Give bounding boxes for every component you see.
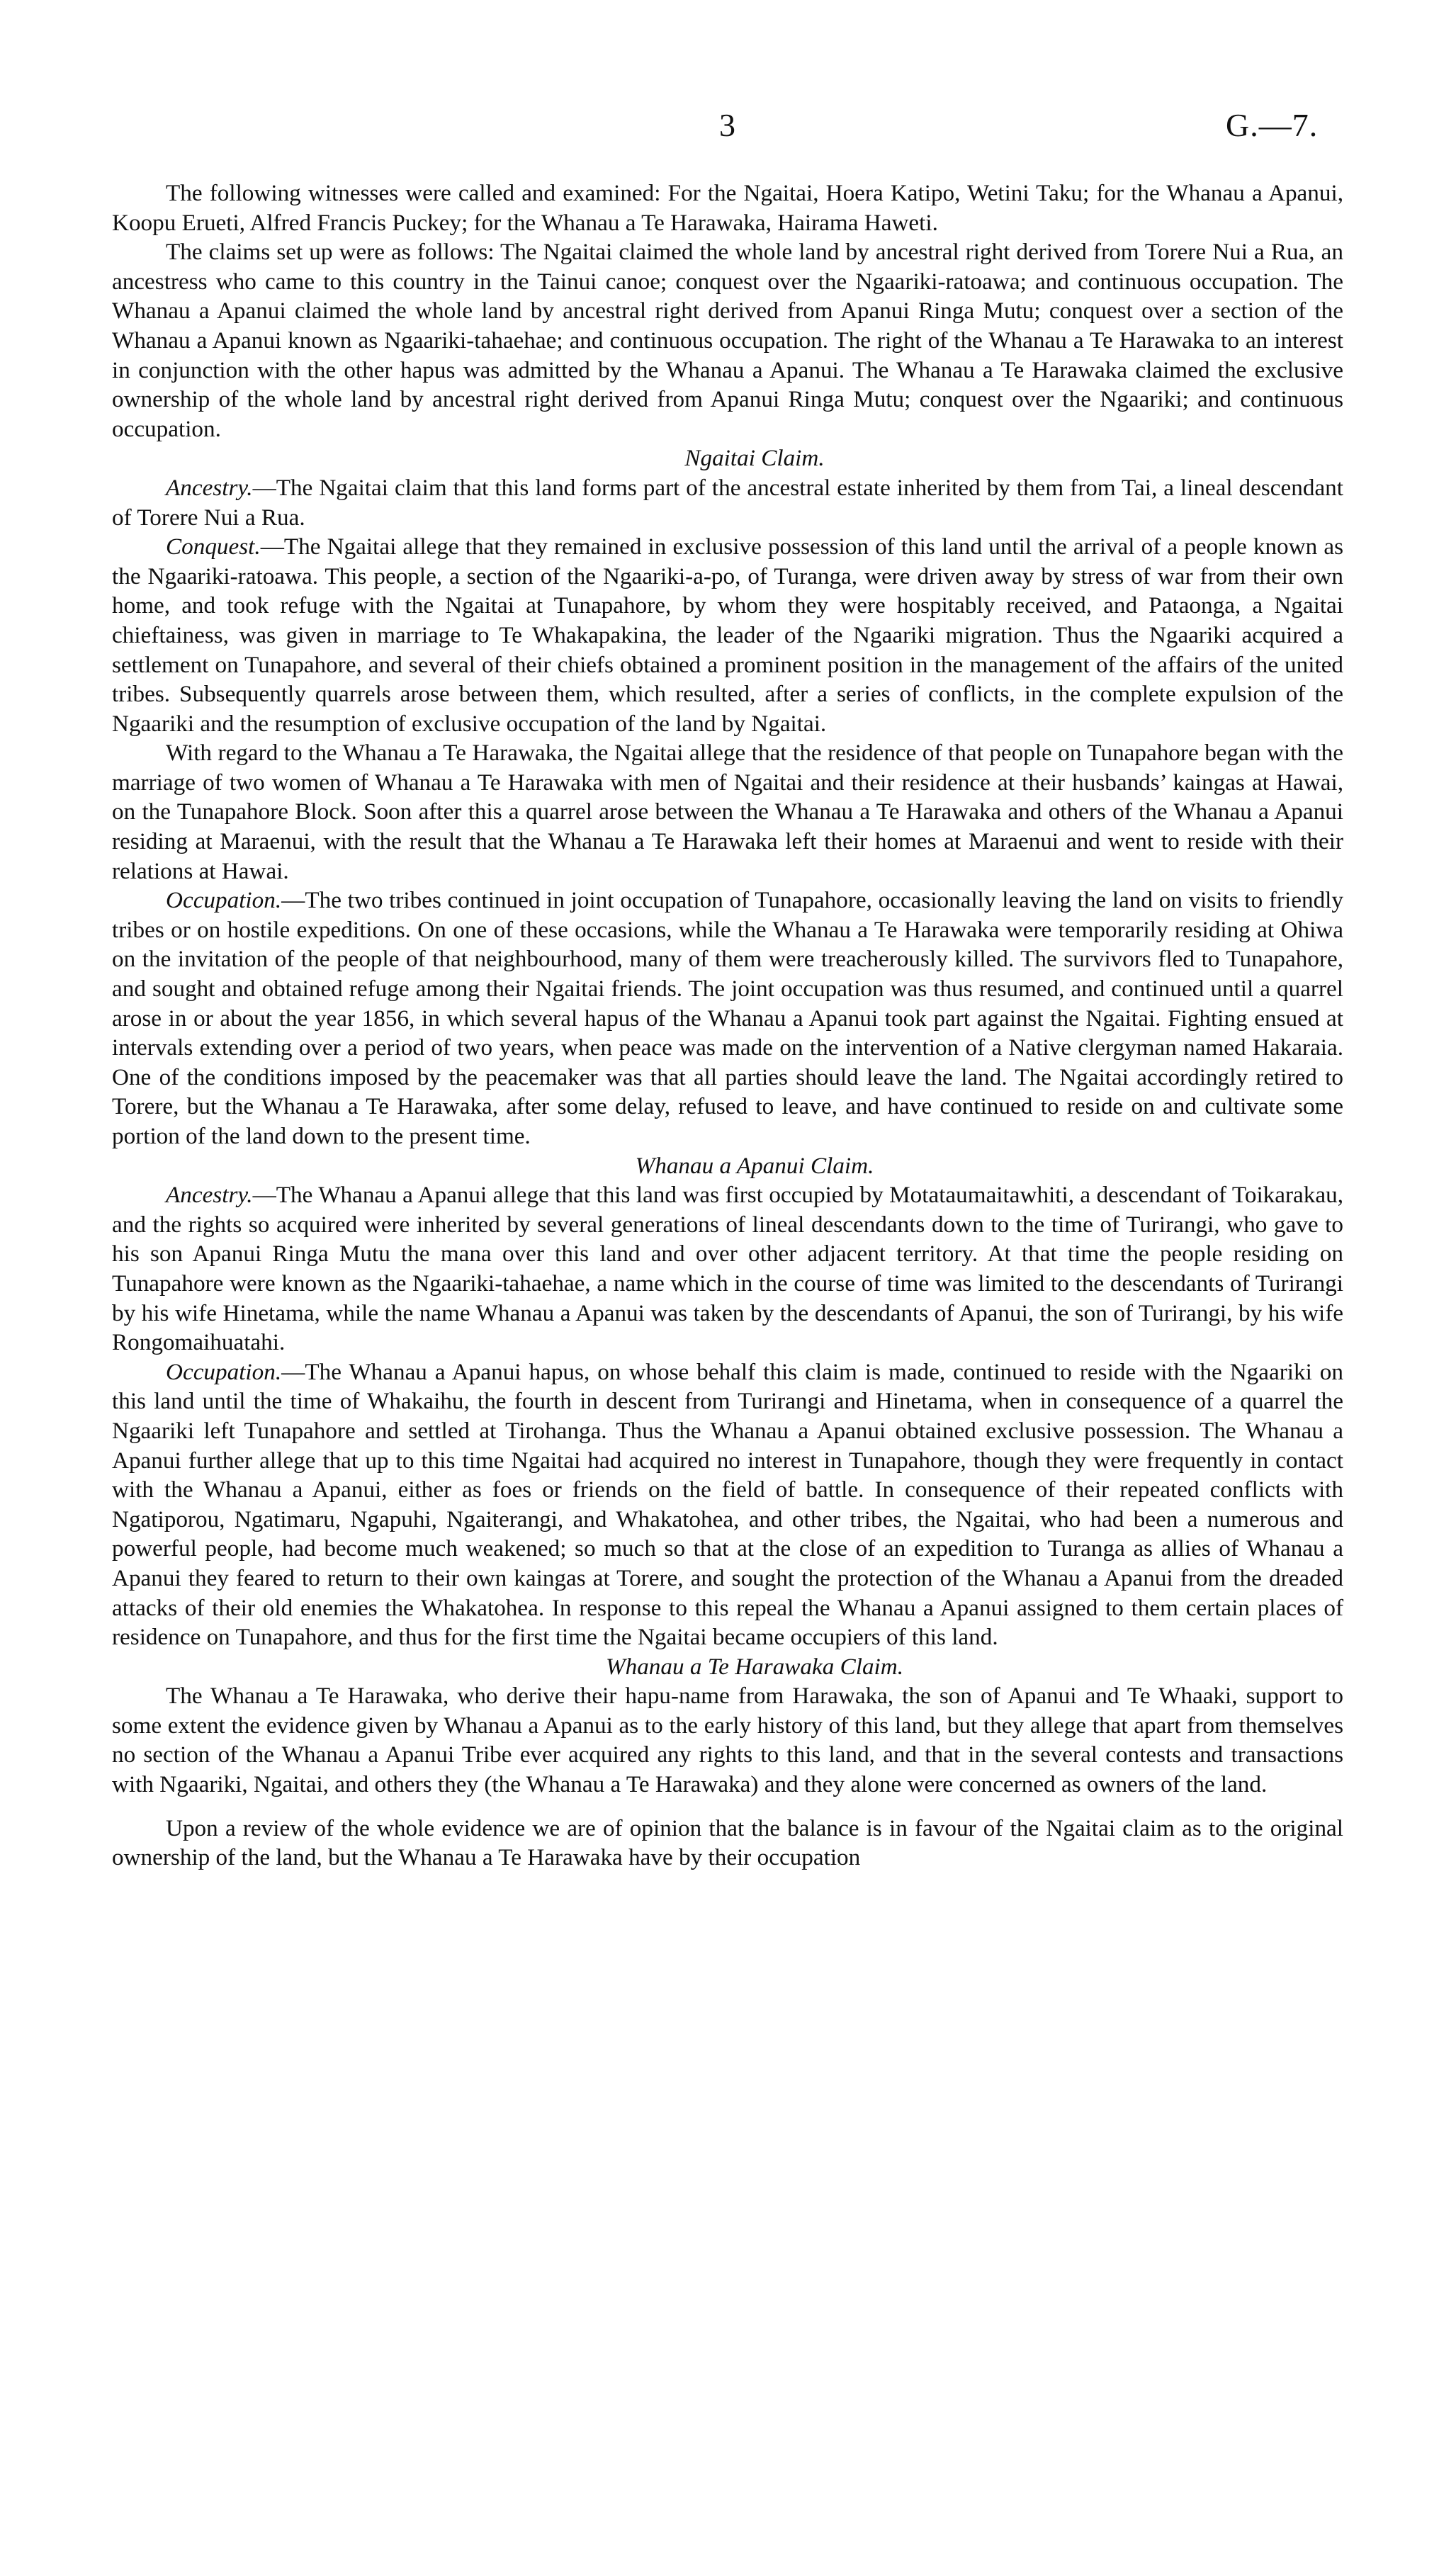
apanui-occupation-lead: Occupation.	[166, 1358, 282, 1385]
apanui-ancestry-paragraph	[112, 1180, 1343, 1357]
conclusion-paragraph: Upon a review of the whole evidence we are of opinion that the balance is in favour of the Ngaitai claim as to the original ownership of the land, but the Whanau a Te Harawaka have by their occupation	[112, 1814, 1343, 1871]
ngaitai-occupation-text: —The two tribes continued in joint occupation of Tunapahore, occasionally leaving the land on visits to friendly tribes or on hostile expeditions. On one of these occasions, while the Whanau a Te Harawaka were temporarily residing at Ohiwa on the invitation of the people of that neighbourhood, many of them were treacherously killed. The survivors fled to Tunapahore, and sought and obtained refuge among their Ngaitai friends. The joint occupation was thus resumed, and continued until a quarrel arose in or about the year 1856, in which several hapus of the Whanau a Apanui took part against the Ngaitai. Fighting ensued at intervals extending over a period of two years, when peace was made on the intervention of a Native clergyman named Hakaraia. One of the conditions imposed by the peacemaker was that all parties should leave the land. The Ngaitai accordingly retired to Torere, but the Whanau a Te Harawaka, after some delay, refused to leave, and have continued to reside on and cultivate some portion of the land down to the present time.	[112, 887, 1343, 1149]
harawaka-claim-heading: Whanau a Te Harawaka Claim.	[605, 1653, 904, 1680]
ngaitai-claim-heading: Ngaitai Claim.	[684, 445, 825, 472]
page-number: 3	[719, 107, 735, 143]
document-body	[112, 179, 1343, 1873]
ngaitai-ancestry-text: —The Ngaitai claim that this land forms part of the ancestral estate inherited by them from Tai, a lineal descendant of Torere Nui a Rua.	[112, 474, 1343, 531]
apanui-occupation-paragraph	[112, 1357, 1343, 1652]
ngaitai-ancestry-lead: Ancestry.	[166, 474, 253, 501]
apanui-claim-heading: Whanau a Apanui Claim.	[635, 1152, 874, 1179]
ngaitai-conquest-paragraph	[112, 532, 1343, 738]
document-code: G.—7.	[1226, 107, 1319, 143]
ngaitai-harawaka-paragraph: With regard to the Whanau a Te Harawaka, the Ngaitai allege that the residence of that people on Tunapahore began with the marriage of two women of Whanau a Te Harawaka with men of Ngaitai and their residence at their husbands’ kaingas at Hawai, on the Tunapahore Block. Soon after this a quarrel arose between the Whanau a Te Harawaka and others of the Whanau a Apanui residing at Maraenui, with the result that the Whanau a Te Harawaka left their homes at Maraenui and went to reside with their relations at Hawai.	[112, 740, 1343, 884]
harawaka-paragraph: The Whanau a Te Harawaka, who derive their hapu-name from Harawaka, the son of Apanui and Te Whaaki, support to some extent the evidence given by Whanau a Apanui as to the early history of this land, but they allege that apart from themselves no section of the Whanau a Apanui Tribe ever acquired any rights to this land, and that in the several contests and transactions with Ngaariki, Ngaitai, and others they (the Whanau a Te Harawaka) and they alone were concerned as owners of the land.	[112, 1683, 1343, 1798]
apanui-ancestry-lead: Ancestry.	[166, 1182, 253, 1209]
ngaitai-ancestry-paragraph	[112, 473, 1343, 532]
claims-paragraph: The claims set up were as follows: The Ngaitai claimed the whole land by ancestral right derived from Torere Nui a Rua, an ancestress who came to this country in the Tainui canoe; conquest over the Ngaariki-ratoawa; and continuous occupation. The Whanau a Apanui claimed the whole land by ancestral right derived from Apanui Ringa Mutu; conquest over a section of the Whanau a Apanui known as Ngaariki-tahaehae; and continuous occupation. The right of the Whanau a Te Harawaka to an interest in conjunction with the other hapus was admitted by the Whanau a Apanui. The Whanau a Te Harawaka claimed the exclusive ownership of the whole land by ancestral right derived from Apanui Ringa Mutu; conquest over the Ngaariki; and continuous occupation.	[112, 239, 1343, 442]
apanui-occupation-text: —The Whanau a Apanui hapus, on whose behalf this claim is made, continued to reside with the Ngaariki on this land until the time of Whakaihu, the fourth in descent from Turirangi and Hinetama, when in consequence of a quarrel the Ngaariki left Tunapahore and settled at Tirohanga. Thus the Whanau a Apanui obtained exclusive possession. The Whanau a Apanui further allege that up to this time Ngaitai had acquired no interest in Tunapahore, though they were frequently in contact with the Whanau a Apanui, either as foes or friends on the field of battle. In consequence of their repeated conflicts with Ngatiporou, Ngatimaru, Ngapuhi, Ngaiterangi, and Whakatohea, and other tribes, the Ngaitai, who had been a numerous and powerful people, had become much weakened; so much so that at the close of an expedition to Turanga as allies of Whanau a Apanui they feared to return to their own kaingas at Torere, and sought the protection of the Whanau a Apanui from the dreaded attacks of their old enemies the Whakatohea. In response to this repeal the Whanau a Apanui assigned to them certain places of residence on Tunapahore, and thus for the first time the Ngaitai became occupiers of this land.	[112, 1358, 1343, 1651]
witnesses-paragraph: The following witnesses were called and examined: For the Ngaitai, Hoera Katipo, Wetini Taku; for the Whanau a Apanui, Koopu Erueti, Alfred Francis Puckey; for the Whanau a Te Harawaka, Hairama Haweti.	[112, 180, 1343, 236]
ngaitai-occupation-paragraph	[112, 886, 1343, 1151]
ngaitai-conquest-lead: Conquest.	[166, 533, 261, 560]
ngaitai-conquest-text: —The Ngaitai allege that they remained in exclusive possession of this land until the arrival of a people known as the Ngaariki-ratoawa. This people, a section of the Ngaariki-a-po, of Turanga, were driven away by stress of war from their own home, and took refuge with the Ngaitai at Tunapahore, by whom they were hospitably received, and Pataonga, a Ngaitai chieftainess, was given in marriage to Te Whakapakina, the leader of the Ngaariki migration. Thus the Ngaariki acquired a settlement on Tunapahore, and several of their chiefs obtained a prominent position in the management of the affairs of the united tribes. Subsequently quarrels arose between them, which resulted, after a series of conflicts, in the complete expulsion of the Ngaariki and the resumption of exclusive occupation of the land by Ngaitai.	[112, 533, 1343, 737]
apanui-ancestry-text: —The Whanau a Apanui allege that this land was first occupied by Motataumaitawhiti, a descendant of Toikarakau, and the rights so acquired were inherited by several generations of lineal descendants down to the time of Turirangi, who gave to his son Apanui Ringa Mutu the mana over this land and over other adjacent territory. At that time the people residing on Tunapahore were known as the Ngaariki-tahaehae, a name which in the course of time was limited to the descendants of Turirangi by his wife Hinetama, while the name Whanau a Apanui was taken by the descendants of Apanui, the son of Turirangi, by his wife Rongomaihuatahi.	[112, 1182, 1343, 1356]
ngaitai-occupation-lead: Occupation.	[166, 887, 282, 914]
